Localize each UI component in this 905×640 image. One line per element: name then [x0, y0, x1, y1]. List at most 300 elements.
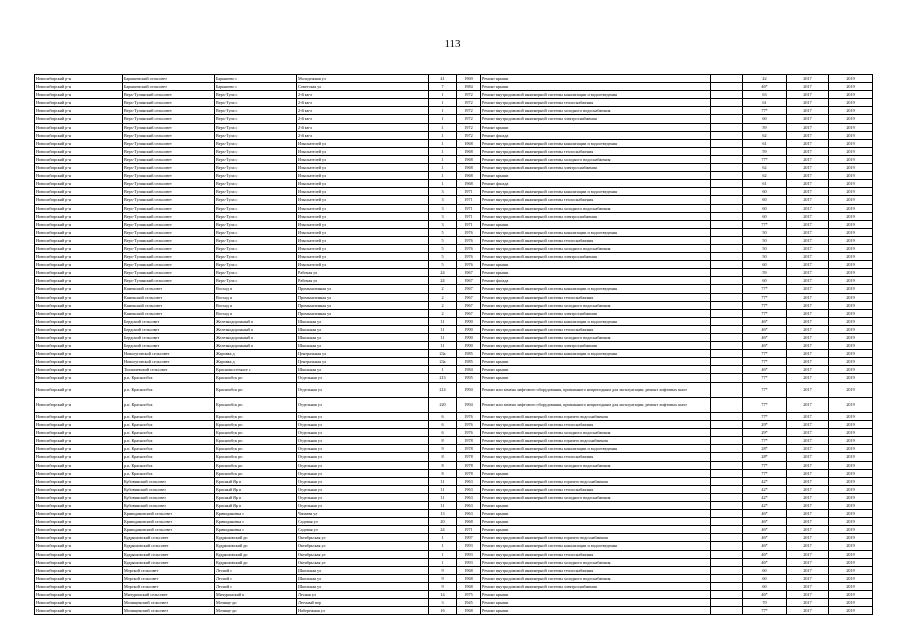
cell-cost-mark: 63 [743, 91, 787, 99]
cell-blank [711, 99, 743, 107]
cell-settlement: Краснообск рп [215, 453, 297, 461]
table-row [35, 599, 873, 607]
cell-blank [711, 220, 743, 228]
cell-start-year: 2017 [787, 196, 829, 204]
cell-street: Центральная ул [297, 358, 429, 366]
cell-municipality: Каменский сельсовет [123, 301, 215, 309]
cell-district: Новосибирский р-н [35, 477, 123, 485]
cell-municipality: Кубовинский сельсовет [123, 501, 215, 509]
cell-street: Изыскателей ул [297, 196, 429, 204]
cell-start-year: 2017 [787, 91, 829, 99]
cell-cost-mark: 42 [743, 75, 787, 83]
cell-house-number: 1 [429, 99, 457, 107]
cell-end-year: 2019 [829, 591, 873, 599]
cell-build-year: 1985 [457, 350, 481, 358]
cell-district: Новосибирский р-н [35, 526, 123, 534]
cell-district: Новосибирский р-н [35, 75, 123, 83]
cell-district: Новосибирский р-н [35, 261, 123, 269]
cell-start-year: 2017 [787, 358, 829, 366]
cell-start-year: 2017 [787, 244, 829, 252]
cell-work-type: Ремонт крыши [481, 591, 711, 599]
cell-end-year: 2019 [829, 334, 873, 342]
cell-house-number: 5 [429, 244, 457, 252]
cell-settlement: Верх-Тула с [215, 147, 297, 155]
cell-district: Новосибирский р-н [35, 317, 123, 325]
table-row [35, 147, 873, 155]
cell-municipality: Мичуринский сельсовет [123, 591, 215, 599]
cell-build-year: 1968 [457, 518, 481, 526]
cell-end-year: 2019 [829, 412, 873, 420]
table-row [35, 261, 873, 269]
cell-work-type: Ремонт внутридомовой инженерной системы теплоснабжения [481, 325, 711, 333]
cell-end-year: 2019 [829, 437, 873, 445]
cell-end-year: 2019 [829, 285, 873, 293]
table-row [35, 83, 873, 91]
cell-district: Новосибирский р-н [35, 599, 123, 607]
cell-cost-mark: 77* [743, 437, 787, 445]
cell-municipality: Верх-Тулинский сельсовет [123, 147, 215, 155]
cell-end-year: 2019 [829, 526, 873, 534]
cell-start-year: 2017 [787, 99, 829, 107]
cell-house-number: 214 [429, 382, 457, 397]
cell-start-year: 2017 [787, 397, 829, 412]
cell-start-year: 2017 [787, 277, 829, 285]
table-row [35, 607, 873, 615]
cell-street: Изыскателей ул [297, 212, 429, 220]
cell-house-number: 9 [429, 574, 457, 582]
cell-start-year: 2017 [787, 188, 829, 196]
cell-end-year: 2019 [829, 558, 873, 566]
cell-district: Новосибирский р-н [35, 534, 123, 542]
cell-district: Новосибирский р-н [35, 566, 123, 574]
cell-end-year: 2019 [829, 75, 873, 83]
cell-blank [711, 277, 743, 285]
cell-start-year: 2017 [787, 228, 829, 236]
cell-house-number: 1 [429, 558, 457, 566]
cell-work-type: Ремонт внутридомовой инженерной системы канализации и водоотведения [481, 188, 711, 196]
cell-build-year: 1978 [457, 437, 481, 445]
cell-cost-mark: 62 [743, 172, 787, 180]
cell-street: Изыскателей ул [297, 139, 429, 147]
table-row [35, 582, 873, 590]
table-row [35, 397, 873, 412]
cell-blank [711, 107, 743, 115]
table-row [35, 542, 873, 550]
cell-cost-mark: 46* [743, 591, 787, 599]
cell-work-type: Ремонт внутридомовой инженерной системы канализации и водоотведения [481, 139, 711, 147]
cell-work-type: Ремонт крыши [481, 123, 711, 131]
cell-end-year: 2019 [829, 397, 873, 412]
cell-house-number: 9 [429, 566, 457, 574]
cell-settlement: Верх-Тула с [215, 131, 297, 139]
cell-work-type: Ремонт крыши [481, 220, 711, 228]
cell-start-year: 2017 [787, 285, 829, 293]
cell-end-year: 2019 [829, 582, 873, 590]
cell-district: Новосибирский р-н [35, 91, 123, 99]
cell-build-year: 1971 [457, 196, 481, 204]
cell-street: Промышленная ул [297, 285, 429, 293]
table-row [35, 574, 873, 582]
cell-build-year: 1967 [457, 301, 481, 309]
cell-cost-mark: 46* [743, 83, 787, 91]
cell-house-number: 1 [429, 534, 457, 542]
cell-cost-mark: 42* [743, 485, 787, 493]
cell-street: Школьная ул [297, 317, 429, 325]
cell-cost-mark: 60 [743, 566, 787, 574]
cell-build-year: 1972 [457, 91, 481, 99]
cell-work-type: Ремонт внутридомовой инженерной системы электроснабжения [481, 342, 711, 350]
cell-work-type: Ремонт внутридомовой инженерной системы холодного водоснабжения [481, 244, 711, 252]
cell-street: 2-й кв-л [297, 115, 429, 123]
cell-district: Новосибирский р-н [35, 542, 123, 550]
cell-district: Новосибирский р-н [35, 131, 123, 139]
cell-start-year: 2017 [787, 429, 829, 437]
cell-work-type: Ремонт внутридомовой инженерной системы теплоснабжения [481, 236, 711, 244]
cell-municipality: Криводановский сельсовет [123, 518, 215, 526]
table-row [35, 309, 873, 317]
cell-build-year: 1972 [457, 131, 481, 139]
cell-cost-mark: 29* [743, 429, 787, 437]
cell-start-year: 2017 [787, 253, 829, 261]
cell-build-year: 1971 [457, 526, 481, 534]
cell-settlement: Красный Яр п [215, 477, 297, 485]
cell-work-type: Ремонт внутридомовой инженерной системы горячего водоснабжения [481, 412, 711, 420]
cell-house-number: 220 [429, 397, 457, 412]
cell-house-number: 6 [429, 412, 457, 420]
cell-settlement: Верх-Тула с [215, 99, 297, 107]
cell-end-year: 2019 [829, 236, 873, 244]
cell-blank [711, 269, 743, 277]
cell-start-year: 2017 [787, 325, 829, 333]
cell-blank [711, 147, 743, 155]
cell-cost-mark: 46* [743, 325, 787, 333]
cell-settlement: Краснообск рп [215, 461, 297, 469]
cell-street: Изыскателей ул [297, 180, 429, 188]
cell-municipality: Новолуговской сельсовет [123, 358, 215, 366]
cell-blank [711, 123, 743, 131]
cell-cost-mark: 62 [743, 131, 787, 139]
cell-work-type: Ремонт внутридомовой инженерной системы теплоснабжения [481, 550, 711, 558]
cell-start-year: 2017 [787, 180, 829, 188]
cell-municipality: Верх-Тулинский сельсовет [123, 236, 215, 244]
cell-municipality: Криводановский сельсовет [123, 526, 215, 534]
cell-end-year: 2019 [829, 325, 873, 333]
cell-house-number: 5 [429, 236, 457, 244]
cell-work-type: Ремонт внутридомовой инженерной системы электроснабжения [481, 309, 711, 317]
cell-work-type: Ремонт внутридомовой инженерной системы канализации и водоотведения [481, 445, 711, 453]
cell-blank [711, 421, 743, 429]
table-row [35, 350, 873, 358]
cell-build-year: 1995 [457, 374, 481, 382]
cell-cost-mark: 77* [743, 397, 787, 412]
cell-district: Новосибирский р-н [35, 558, 123, 566]
table-row [35, 75, 873, 83]
cell-municipality: Верх-Тулинский сельсовет [123, 107, 215, 115]
cell-start-year: 2017 [787, 453, 829, 461]
cell-cost-mark: 61 [743, 180, 787, 188]
cell-district: Новосибирский р-н [35, 301, 123, 309]
cell-district: Новосибирский р-н [35, 397, 123, 412]
cell-cost-mark: 28* [743, 453, 787, 461]
cell-house-number: 1 [429, 139, 457, 147]
cell-work-type: Ремонт крыши [481, 469, 711, 477]
cell-cost-mark: 50 [743, 253, 787, 261]
cell-blank [711, 382, 743, 397]
cell-work-type: Ремонт внутридомовой инженерной системы холодного водоснабжения [481, 558, 711, 566]
table-row [35, 277, 873, 285]
cell-start-year: 2017 [787, 147, 829, 155]
cell-blank [711, 164, 743, 172]
cell-start-year: 2017 [787, 164, 829, 172]
table-row [35, 382, 873, 397]
table-row [35, 244, 873, 252]
cell-end-year: 2019 [829, 277, 873, 285]
cell-street: Школьная ул [297, 334, 429, 342]
cell-end-year: 2019 [829, 477, 873, 485]
cell-district: Новосибирский р-н [35, 155, 123, 163]
cell-blank [711, 180, 743, 188]
cell-settlement: Краснообск рп [215, 412, 297, 420]
cell-blank [711, 350, 743, 358]
cell-build-year: 1972 [457, 107, 481, 115]
cell-settlement: Железнодорожный п [215, 334, 297, 342]
cell-street: Изыскателей ул [297, 220, 429, 228]
cell-cost-mark: 60 [743, 188, 787, 196]
cell-district: Новосибирский р-н [35, 358, 123, 366]
cell-start-year: 2017 [787, 461, 829, 469]
cell-cost-mark: 77* [743, 374, 787, 382]
cell-blank [711, 437, 743, 445]
cell-build-year: 1978 [457, 453, 481, 461]
cell-district: Новосибирский р-н [35, 453, 123, 461]
cell-work-type: Ремонт внутридомовой инженерной системы теплоснабжения [481, 99, 711, 107]
table-row [35, 123, 873, 131]
cell-end-year: 2019 [829, 534, 873, 542]
cell-cost-mark: 46* [743, 510, 787, 518]
cell-settlement: Верх-Тула с [215, 188, 297, 196]
cell-start-year: 2017 [787, 574, 829, 582]
cell-street: Промышленная ул [297, 309, 429, 317]
cell-house-number: 1 [429, 107, 457, 115]
cell-municipality: Верх-Тулинский сельсовет [123, 172, 215, 180]
cell-build-year: 1972 [457, 123, 481, 131]
cell-work-type: Ремонт внутридомовой инженерной системы горячего водоснабжения [481, 534, 711, 542]
cell-house-number: 11 [429, 325, 457, 333]
cell-street: Изыскателей ул [297, 244, 429, 252]
cell-settlement: Восход п [215, 285, 297, 293]
cell-end-year: 2019 [829, 374, 873, 382]
cell-cost-mark: 60 [743, 277, 787, 285]
cell-municipality: Новолуговской сельсовет [123, 350, 215, 358]
cell-end-year: 2019 [829, 518, 873, 526]
cell-municipality: Бердский сельсовет [123, 342, 215, 350]
cell-district: Новосибирский р-н [35, 485, 123, 493]
cell-cost-mark: 77* [743, 461, 787, 469]
cell-street: Изыскателей ул [297, 172, 429, 180]
cell-blank [711, 244, 743, 252]
cell-house-number: 8 [429, 469, 457, 477]
cell-house-number: 3 [429, 212, 457, 220]
cell-build-year: 1967 [457, 285, 481, 293]
cell-end-year: 2019 [829, 542, 873, 550]
cell-cost-mark: 77* [743, 285, 787, 293]
cell-start-year: 2017 [787, 83, 829, 91]
cell-settlement: Восход п [215, 293, 297, 301]
cell-settlement: Красный Яр п [215, 493, 297, 501]
cell-blank [711, 501, 743, 509]
cell-blank [711, 139, 743, 147]
cell-house-number: 8 [429, 461, 457, 469]
cell-build-year: 1976 [457, 421, 481, 429]
cell-district: Новосибирский р-н [35, 123, 123, 131]
cell-house-number: 2 [429, 293, 457, 301]
cell-house-number: 24 [429, 277, 457, 285]
cell-start-year: 2017 [787, 534, 829, 542]
cell-settlement: Красномосточное с [215, 366, 297, 374]
cell-district: Новосибирский р-н [35, 220, 123, 228]
cell-blank [711, 325, 743, 333]
cell-blank [711, 397, 743, 412]
cell-settlement: Мочище дп [215, 599, 297, 607]
cell-street: Отдельная ул [297, 445, 429, 453]
cell-district: Новосибирский р-н [35, 293, 123, 301]
cell-municipality: Кудряшовский сельсовет [123, 542, 215, 550]
cell-blank [711, 212, 743, 220]
cell-street: Садовая ул [297, 526, 429, 534]
cell-settlement: Верх-Тула с [215, 253, 297, 261]
cell-cost-mark: 77* [743, 293, 787, 301]
cell-district: Новосибирский р-н [35, 437, 123, 445]
cell-start-year: 2017 [787, 510, 829, 518]
table-row [35, 591, 873, 599]
cell-municipality: Каменский сельсовет [123, 293, 215, 301]
table-row [35, 558, 873, 566]
cell-house-number: 1 [429, 123, 457, 131]
cell-municipality: Бердский сельсовет [123, 325, 215, 333]
cell-district: Новосибирский р-н [35, 196, 123, 204]
cell-work-type: Ремонт фасада [481, 131, 711, 139]
cell-build-year: 1976 [457, 253, 481, 261]
cell-blank [711, 285, 743, 293]
cell-blank [711, 566, 743, 574]
cell-work-type: Ремонт внутридомовой инженерной системы холодного водоснабжения [481, 155, 711, 163]
cell-house-number: 7 [429, 83, 457, 91]
cell-start-year: 2017 [787, 607, 829, 615]
cell-house-number: 2 [429, 285, 457, 293]
cell-work-type: Ремонт крыши [481, 172, 711, 180]
cell-work-type: Ремонт внутридомовой инженерной системы горячего водоснабжения [481, 477, 711, 485]
cell-house-number: 1 [429, 172, 457, 180]
table-row [35, 172, 873, 180]
cell-build-year: 1963 [457, 493, 481, 501]
cell-street: Изыскателей ул [297, 236, 429, 244]
cell-work-type: Ремонт внутридомовой инженерной системы холодного водоснабжения [481, 574, 711, 582]
cell-municipality: Верх-Тулинский сельсовет [123, 155, 215, 163]
cell-build-year: 1985 [457, 358, 481, 366]
cell-end-year: 2019 [829, 358, 873, 366]
table-row [35, 493, 873, 501]
cell-end-year: 2019 [829, 83, 873, 91]
cell-cost-mark: 77* [743, 107, 787, 115]
cell-house-number: 1 [429, 131, 457, 139]
cell-work-type: Ремонт крыши [481, 526, 711, 534]
cell-start-year: 2017 [787, 591, 829, 599]
cell-settlement: Краснообск рп [215, 437, 297, 445]
cell-cost-mark: 42* [743, 501, 787, 509]
cell-district: Новосибирский р-н [35, 309, 123, 317]
cell-street: Отдельная ул [297, 382, 429, 397]
cell-settlement: Железнодорожный п [215, 342, 297, 350]
cell-blank [711, 253, 743, 261]
cell-district: Новосибирский р-н [35, 607, 123, 615]
cell-street: 2-й кв-л [297, 107, 429, 115]
cell-start-year: 2017 [787, 558, 829, 566]
cell-blank [711, 342, 743, 350]
cell-street: Отдельная ул [297, 501, 429, 509]
cell-work-type: Ремонт крыши [481, 501, 711, 509]
cell-house-number: 1 [429, 366, 457, 374]
cell-district: Новосибирский р-н [35, 139, 123, 147]
cell-blank [711, 131, 743, 139]
cell-district: Новосибирский р-н [35, 591, 123, 599]
cell-end-year: 2019 [829, 91, 873, 99]
cell-settlement: Кудряшовский дп [215, 542, 297, 550]
cell-street: Набережная ул [297, 607, 429, 615]
cell-cost-mark: 61 [743, 139, 787, 147]
cell-settlement: Кудряшовский дп [215, 558, 297, 566]
cell-house-number: 1 [429, 155, 457, 163]
table-row [35, 131, 873, 139]
cell-start-year: 2017 [787, 220, 829, 228]
cell-start-year: 2017 [787, 566, 829, 574]
cell-build-year: 1976 [457, 236, 481, 244]
cell-work-type: Ремонт внутридомовой инженерной системы теплоснабжения [481, 485, 711, 493]
cell-municipality: Бердский сельсовет [123, 334, 215, 342]
cell-work-type: Ремонт крыши [481, 358, 711, 366]
cell-start-year: 2017 [787, 309, 829, 317]
cell-municipality: р.п. Краснообск [123, 421, 215, 429]
cell-start-year: 2017 [787, 582, 829, 590]
cell-end-year: 2019 [829, 196, 873, 204]
cell-street: Отдельная ул [297, 374, 429, 382]
cell-street: Школьная ул [297, 342, 429, 350]
cell-end-year: 2019 [829, 485, 873, 493]
cell-district: Новосибирский р-н [35, 421, 123, 429]
cell-end-year: 2019 [829, 253, 873, 261]
cell-work-type: Ремонт внутридомовой инженерной системы электроснабжения [481, 164, 711, 172]
table-row [35, 412, 873, 420]
cell-start-year: 2017 [787, 75, 829, 83]
cell-blank [711, 172, 743, 180]
table-row [35, 212, 873, 220]
cell-district: Новосибирский р-н [35, 350, 123, 358]
cell-cost-mark: 29* [743, 421, 787, 429]
cell-district: Новосибирский р-н [35, 228, 123, 236]
cell-street: Легчный пер [297, 599, 429, 607]
cell-start-year: 2017 [787, 374, 829, 382]
cell-settlement: Жаровка д [215, 358, 297, 366]
cell-district: Новосибирский р-н [35, 325, 123, 333]
cell-build-year: 1976 [457, 412, 481, 420]
cell-municipality: Кудряшовский сельсовет [123, 534, 215, 542]
cell-settlement: Красный Яр п [215, 501, 297, 509]
cell-settlement: Верх-Тула с [215, 123, 297, 131]
cell-house-number: 16 [429, 607, 457, 615]
cell-house-number: 5 [429, 261, 457, 269]
cell-end-year: 2019 [829, 421, 873, 429]
table-row [35, 115, 873, 123]
cell-start-year: 2017 [787, 115, 829, 123]
